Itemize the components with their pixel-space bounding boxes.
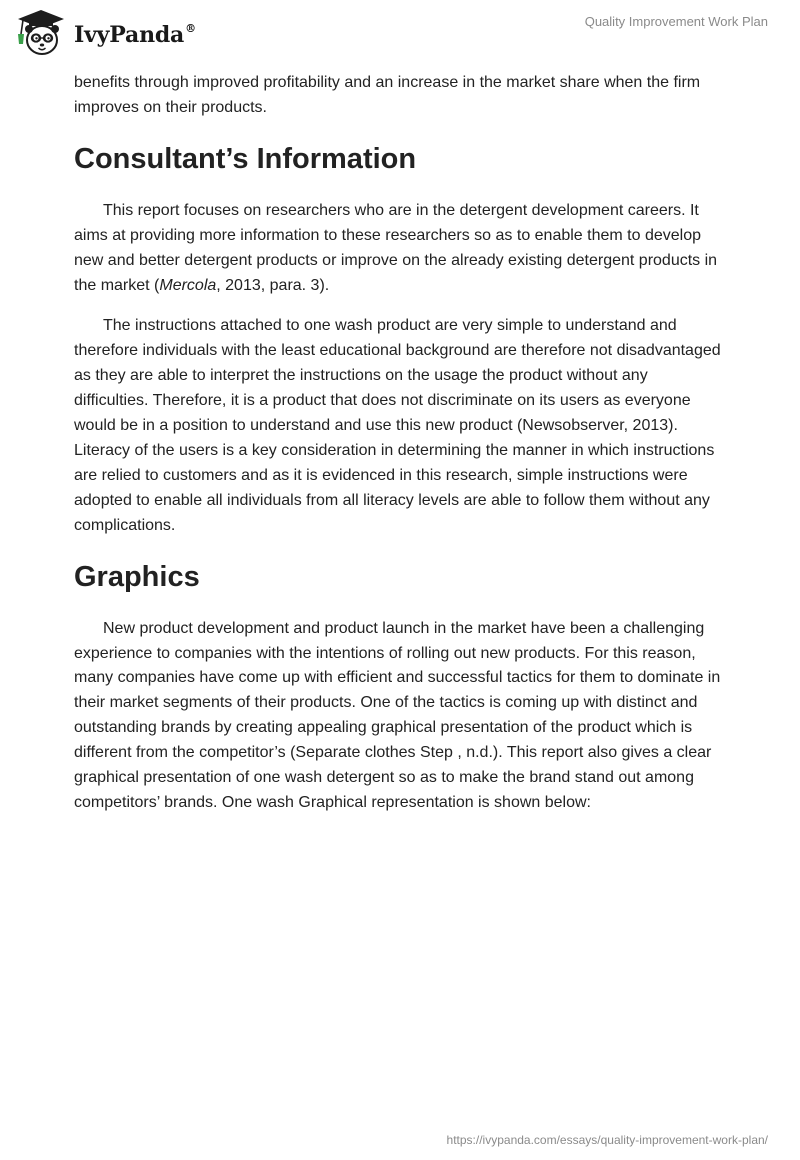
- panda-mascot-icon: [14, 8, 68, 58]
- section-heading-graphics: Graphics: [74, 560, 200, 593]
- essay-body: [74, 71, 726, 816]
- intro-paragraph: benefits through improved profitability and an increase in the market share when the firm improves on their products.: [74, 74, 701, 116]
- registered-mark: ®: [185, 21, 196, 35]
- source-url[interactable]: https://ivypanda.com/essays/quality-improvement-work-plan/: [446, 1133, 768, 1147]
- consultant-paragraph-2: The instructions attached to one wash product are very simple to understand and therefore individuals with the least educational background are therefore not disadvantaged as they are able to interpret the instructions on the usage the product without any difficulties. Therefore, it is a product that does not discriminate on its users as everyone would be in a position to understand and use this new product (Newsobserver, 2013). Literacy of the users is a key consideration in determining the manner in which instructions are relied to customers and as it is evidenced in this research, simple instructions were adopted to enable all individuals from all literacy levels are able to follow them without any complications.: [74, 317, 721, 534]
- page-header: [0, 0, 800, 70]
- consultant-paragraph-1: This report focuses on researchers who are in the detergent development careers. It aims at providing more information to these researchers so as to enable them to develop new and better detergent products or improve on the already existing detergent products in the market (Mercola, 2013, para. 3).: [74, 201, 718, 294]
- citation-italic: Mercola: [159, 276, 217, 294]
- document-title: Quality Improvement Work Plan: [584, 14, 768, 29]
- brand-name: IvyPanda®: [74, 21, 196, 48]
- brand-logo[interactable]: [14, 8, 196, 58]
- section-heading-consultant: Consultant’s Information: [74, 142, 417, 175]
- graphics-paragraph-1: New product development and product launch in the market have been a challenging experience to companies with the intentions of rolling out new products. For this reason, many companies have come up with efficient and successful tactics for them to dominate in their market segments of their products. One of the tactics is coming up with distinct and outstanding brands by creating appealing graphical presentation of the product which is different from the competitor’s (Separate clothes Step , n.d.). This report also gives a clear graphical presentation of one wash detergent so as to make the brand stand out among competitors’ brands. One wash Graphical representation is shown below:: [74, 619, 721, 811]
